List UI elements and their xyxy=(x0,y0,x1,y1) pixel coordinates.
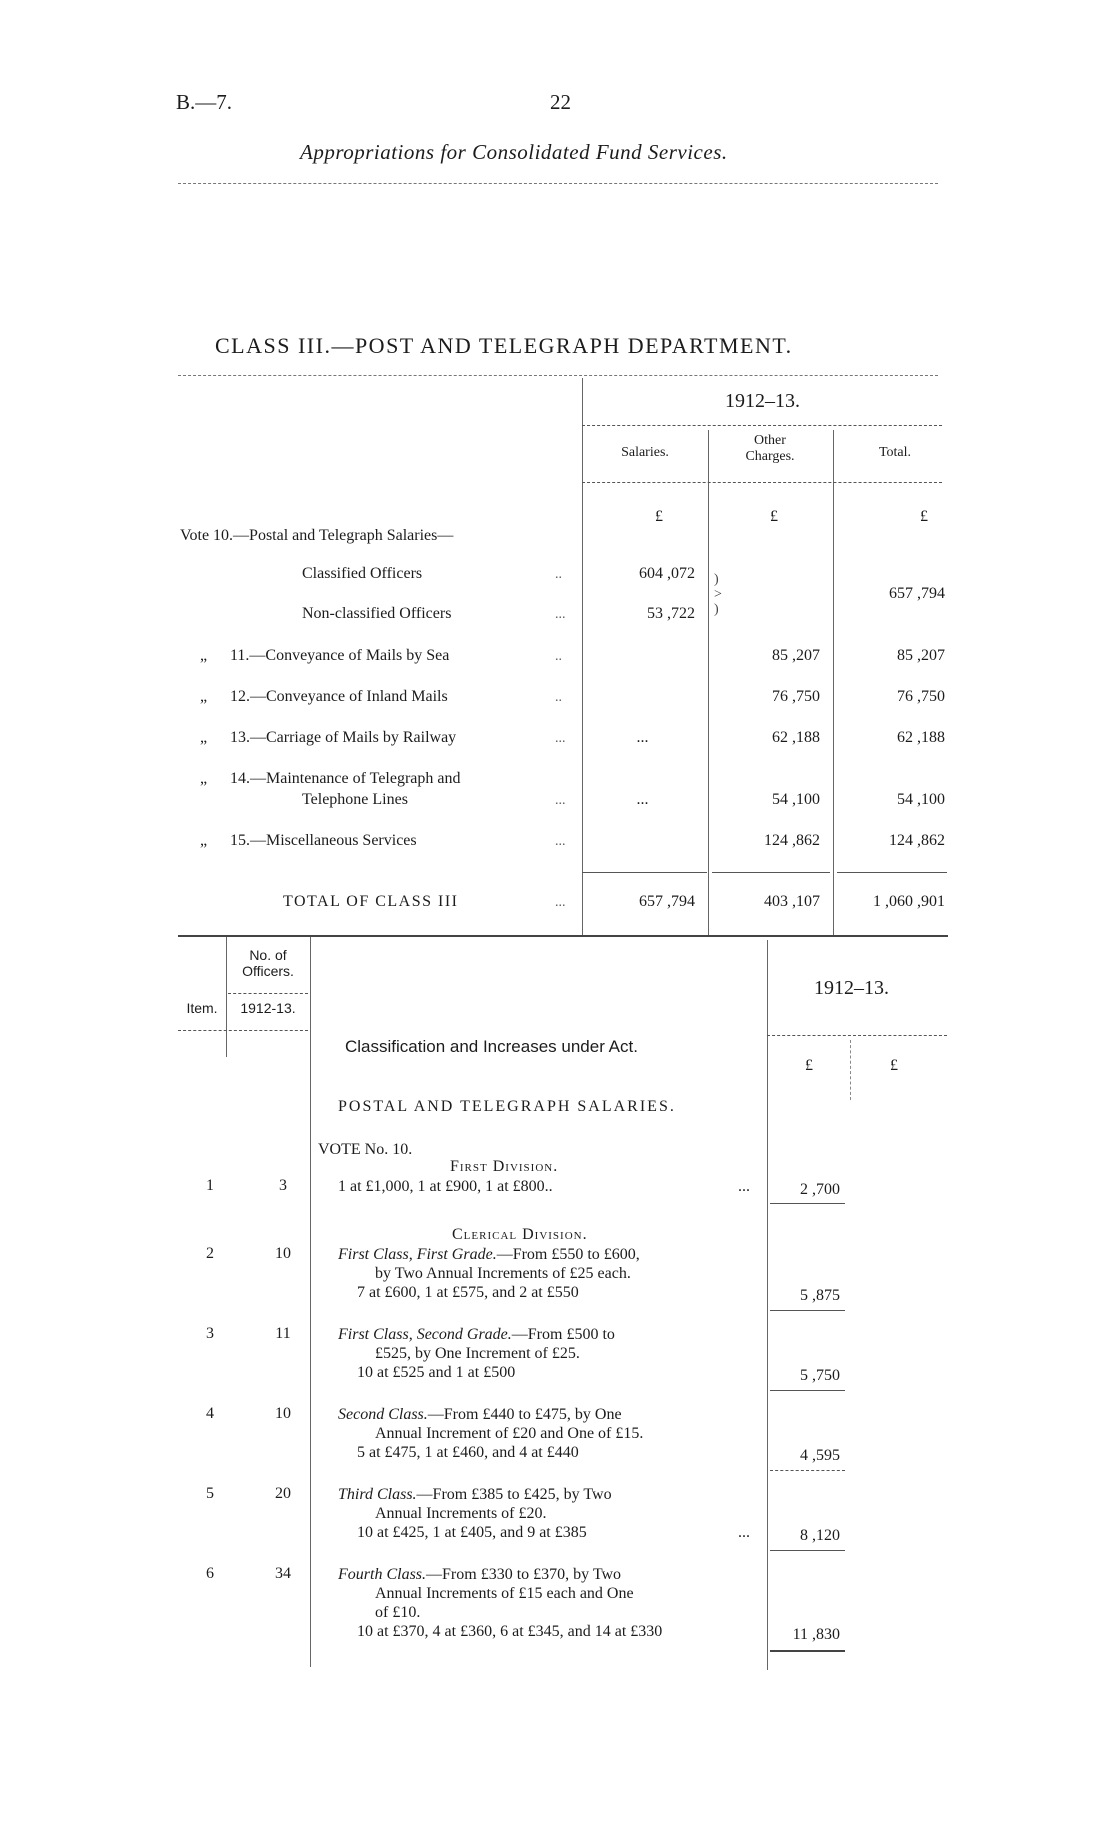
total-other-charges: 403 ,107 xyxy=(764,893,820,910)
item-detail xyxy=(338,1485,612,1504)
item-number: 1 xyxy=(206,1177,214,1194)
header-rule xyxy=(178,183,938,184)
leader-dots: ... xyxy=(555,834,566,849)
total-header: Total. xyxy=(878,445,912,460)
division-heading: Clerical Division. xyxy=(452,1226,588,1243)
summary-divider xyxy=(582,378,583,936)
amount-rule xyxy=(770,1550,845,1551)
amount-rule xyxy=(770,1650,845,1652)
leader-dots: ... xyxy=(738,1524,750,1541)
leader-dots: ... xyxy=(738,1178,750,1195)
page-number: 22 xyxy=(550,90,571,114)
leader-dots: ... xyxy=(555,895,566,910)
leader-dots: .. xyxy=(555,649,562,664)
currency-symbol: £ xyxy=(920,508,928,525)
non-classified-salaries: 53 ,722 xyxy=(647,605,695,622)
item-detail: 7 at £600, 1 at £575, and 2 at £550 xyxy=(357,1284,579,1301)
total-rule xyxy=(837,872,947,873)
item-detail: Annual Increments of £15 each and One xyxy=(375,1585,634,1602)
total-salaries: 657 ,794 xyxy=(639,893,695,910)
officer-count: 3 xyxy=(279,1177,287,1194)
currency-symbol: £ xyxy=(655,508,663,525)
column-heading-rule xyxy=(582,482,942,483)
classified-salaries: 604 ,072 xyxy=(639,565,695,582)
vote-row-salaries: ... xyxy=(636,729,649,746)
vote-row-salaries: ... xyxy=(636,791,649,808)
leader-dots: ... xyxy=(555,607,566,622)
year-underline xyxy=(767,1035,947,1036)
vote-row-total: 85 ,207 xyxy=(897,647,945,664)
class-title-rule xyxy=(178,375,938,376)
item-detail xyxy=(338,1325,615,1344)
item-detail: 1 at £1,000, 1 at £900, 1 at £800.. xyxy=(338,1178,553,1195)
officers-year-header: 1912-13. xyxy=(240,1000,296,1016)
document-code: B.—7. xyxy=(176,90,233,114)
vote-number: VOTE No. 10. xyxy=(318,1141,413,1158)
item-header: Item. xyxy=(186,1000,218,1016)
classification-heading: Classification and Increases under Act. xyxy=(345,1037,638,1056)
vote-row-other: 76 ,750 xyxy=(772,688,820,705)
total-rule xyxy=(582,872,707,873)
vote-row-total: 76 ,750 xyxy=(897,688,945,705)
non-classified-officers-label: Non-classified Officers xyxy=(302,605,452,622)
ditto-mark: „ xyxy=(200,729,208,746)
vote-row-other: 85 ,207 xyxy=(772,647,820,664)
leader-dots: .. xyxy=(555,690,562,705)
ditto-mark: „ xyxy=(200,647,208,664)
vote-10-label: Vote 10.—Postal and Telegraph Salaries— xyxy=(180,527,454,544)
vote-row-label: 11.—Conveyance of Mails by Sea xyxy=(230,647,450,664)
detail-divider xyxy=(850,1040,851,1100)
vote-row-total: 54 ,100 xyxy=(897,791,945,808)
item-detail: £525, by One Increment of £25. xyxy=(375,1345,580,1362)
item-detail: of £10. xyxy=(375,1604,421,1621)
vote-10-total: 657 ,794 xyxy=(889,585,945,602)
grade-terms: —From £550 to £600, xyxy=(496,1246,640,1263)
grade-title: First Class, First Grade. xyxy=(338,1246,497,1263)
vote-row-label: 15.—Miscellaneous Services xyxy=(230,832,417,849)
vote-row-other: 124 ,862 xyxy=(764,832,820,849)
item-amount: 5 ,875 xyxy=(800,1287,840,1304)
item-amount: 8 ,120 xyxy=(800,1527,840,1544)
detail-header-rule xyxy=(178,1030,308,1031)
grade-terms: —From £440 to £475, by One xyxy=(427,1406,622,1423)
item-amount: 4 ,595 xyxy=(800,1447,840,1464)
item-detail: Annual Increment of £20 and One of £15. xyxy=(375,1425,644,1442)
item-detail: 5 at £475, 1 at £460, and 4 at £440 xyxy=(357,1444,579,1461)
summary-divider xyxy=(708,430,709,936)
summary-year: 1912–13. xyxy=(725,390,800,412)
officer-count: 20 xyxy=(275,1485,291,1502)
officers-header-rule xyxy=(228,993,308,994)
vote-row-other: 62 ,188 xyxy=(772,729,820,746)
currency-symbol: £ xyxy=(890,1057,898,1074)
grade-title: Third Class. xyxy=(338,1486,417,1503)
grade-title: Fourth Class. xyxy=(338,1566,427,1583)
vote-row-label: 14.—Maintenance of Telegraph and xyxy=(230,770,461,787)
item-amount: 11 ,830 xyxy=(792,1626,840,1643)
currency-symbol: £ xyxy=(805,1057,813,1074)
officer-count: 11 xyxy=(275,1325,291,1342)
ditto-mark: „ xyxy=(200,832,208,849)
leader-dots: ... xyxy=(555,793,566,808)
vote-row-label: 13.—Carriage of Mails by Railway xyxy=(230,729,457,746)
item-detail: 10 at £370, 4 at £360, 6 at £345, and 14 at £330 xyxy=(357,1623,663,1640)
vote-row-other: 54 ,100 xyxy=(772,791,820,808)
vote-row-total: 124 ,862 xyxy=(889,832,945,849)
grade-title: First Class, Second Grade. xyxy=(338,1326,512,1343)
detail-divider xyxy=(767,940,768,1670)
item-number: 4 xyxy=(206,1405,214,1422)
item-number: 2 xyxy=(206,1245,214,1262)
total-grand: 1 ,060 ,901 xyxy=(873,893,945,910)
grade-title: Second Class. xyxy=(338,1406,428,1423)
detail-year: 1912–13. xyxy=(814,977,889,999)
currency-symbol: £ xyxy=(770,508,778,525)
item-number: 5 xyxy=(206,1485,214,1502)
section-title: POSTAL AND TELEGRAPH SALARIES. xyxy=(338,1098,676,1115)
amount-rule xyxy=(770,1203,845,1204)
detail-divider xyxy=(226,937,227,1057)
detail-divider xyxy=(310,937,311,1667)
table-top-rule xyxy=(178,935,948,937)
item-detail: by Two Annual Increments of £25 each. xyxy=(375,1265,631,1282)
item-number: 3 xyxy=(206,1325,214,1342)
leader-dots: ... xyxy=(555,731,566,746)
classified-officers-label: Classified Officers xyxy=(302,565,423,582)
officers-header: No. of Officers. xyxy=(242,947,294,979)
other-charges-header: Other Charges. xyxy=(745,433,795,464)
grade-terms: —From £500 to xyxy=(511,1326,615,1343)
brace: ) > ) xyxy=(714,572,722,617)
year-underline xyxy=(582,425,942,426)
class-title: CLASS III.—POST AND TELEGRAPH DEPARTMENT. xyxy=(215,333,793,358)
item-detail: 10 at £525 and 1 at £500 xyxy=(357,1364,516,1381)
item-detail xyxy=(338,1245,640,1264)
grade-terms: —From £385 to £425, by Two xyxy=(416,1486,612,1503)
amount-rule xyxy=(770,1310,845,1311)
vote-row-label: Telephone Lines xyxy=(302,791,408,808)
item-amount: 5 ,750 xyxy=(800,1367,840,1384)
officer-count: 10 xyxy=(275,1405,291,1422)
item-amount: 2 ,700 xyxy=(800,1181,840,1198)
vote-row-label: 12.—Conveyance of Inland Mails xyxy=(230,688,448,705)
item-detail: 10 at £425, 1 at £405, and 9 at £385 xyxy=(357,1524,587,1541)
item-detail: Annual Increments of £20. xyxy=(375,1505,547,1522)
grade-terms: —From £330 to £370, by Two xyxy=(426,1566,622,1583)
leader-dots: .. xyxy=(555,567,562,582)
vote-row-total: 62 ,188 xyxy=(897,729,945,746)
officer-count: 10 xyxy=(275,1245,291,1262)
running-title: Appropriations for Consolidated Fund Services. xyxy=(300,140,728,164)
total-of-class-label: TOTAL OF CLASS III xyxy=(283,893,459,910)
total-rule xyxy=(712,872,830,873)
ditto-mark: „ xyxy=(200,770,208,787)
amount-rule xyxy=(770,1390,845,1391)
item-detail xyxy=(338,1565,621,1584)
ditto-mark: „ xyxy=(200,688,208,705)
officer-count: 34 xyxy=(275,1565,291,1582)
item-detail xyxy=(338,1405,622,1424)
item-number: 6 xyxy=(206,1565,214,1582)
division-heading: First Division. xyxy=(450,1158,559,1175)
amount-rule xyxy=(770,1470,845,1471)
salaries-header: Salaries. xyxy=(621,445,669,460)
summary-divider xyxy=(833,430,834,936)
